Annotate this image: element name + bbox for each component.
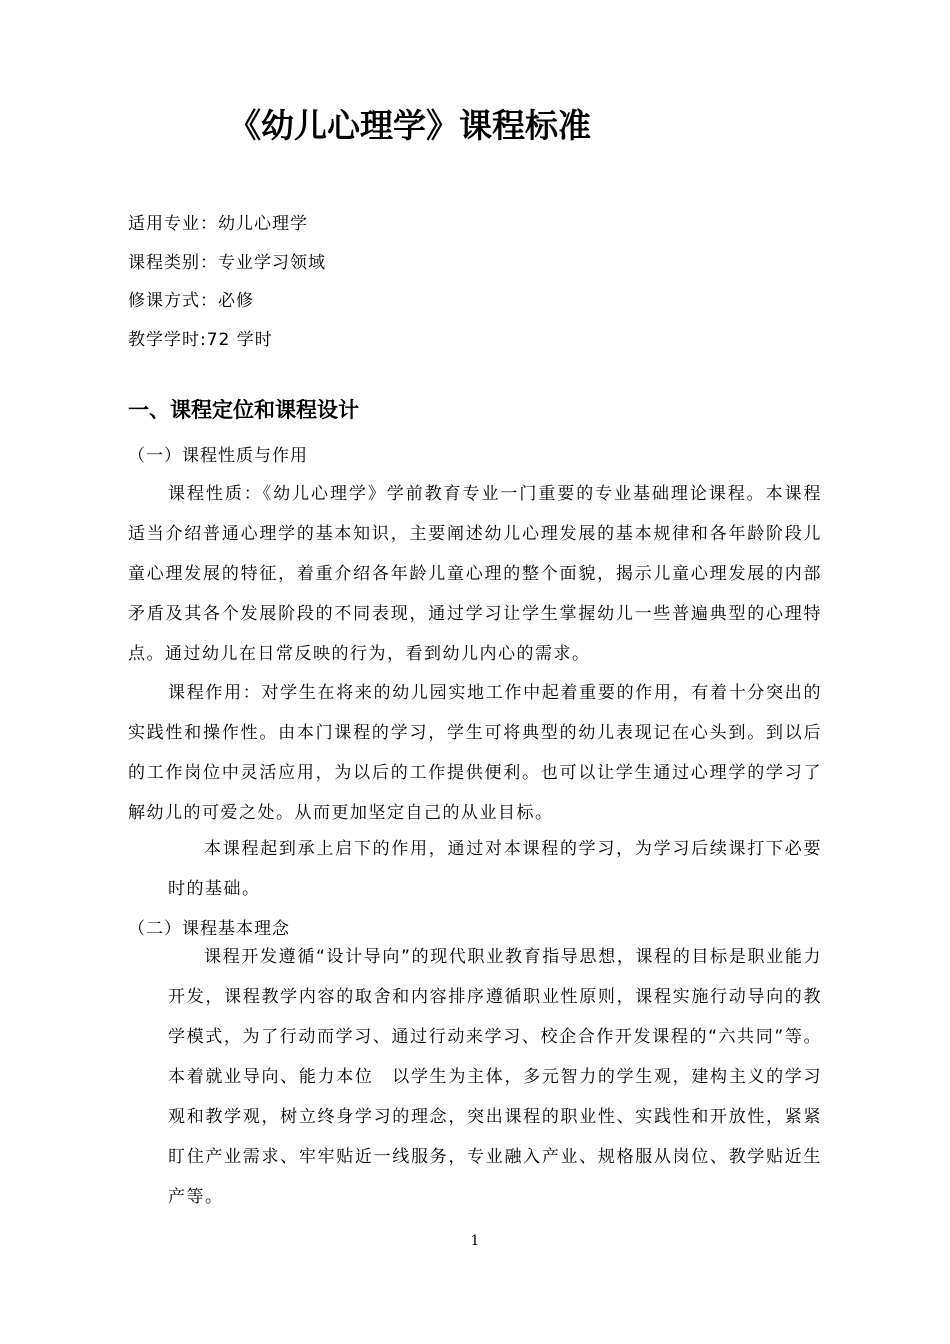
paragraph-course-role: 课程作用：对学生在将来的幼儿园实地工作中起着重要的作用，有着十分突出的实践性和操作性。由本门课程的学习，学生可将典型的幼儿表现记在心头到。到以后的工作岗位中灵活应用，为以后的工作提供便利。也可以让学生通过心理学的学习了解幼儿的可爱之处。从而更加坚定自己的从业目标。 [128, 683, 822, 823]
section-heading: 一、课程定位和课程设计 [128, 398, 359, 422]
paragraph-course-nature: 课程性质：《幼儿心理学》学前教育专业一门重要的专业基础理论课程。本课程适当介绍普通心理学的基本知识，主要阐述幼儿心理发展的基本规律和各年龄阶段儿童心理发展的特征，着重介绍各年龄儿童心理的整个面貌，揭示儿童心理发展的内部矛盾及其各个发展阶段的不同表现，通过学习让学生掌握幼儿一些普遍典型的心理特点。通过幼儿在日常反映的行为，看到幼儿内心的需求。 [128, 484, 822, 664]
paragraph-course-concept: 课程开发遵循“设计导向”的现代职业教育指导思想，课程的目标是职业能力开发，课程教学内容的取舍和内容排序遵循职业性原则，课程实施行动导向的教学模式，为了行动而学习、通过行动来学习、校企合作开发课程的“六共同”等。本着就业导向、能力本位 以学生为主体，多元智力的学生观，建构主义的学习观和教学观，树立终身学习的理念，突出课程的职业性、实践性和开放性，紧紧盯住产业需求、牢牢贴近一线服务，专业融入产业、规格服从岗位、教学贴近生产等。 [168, 947, 822, 1207]
meta-mode: 修课方式：必修 [128, 291, 254, 311]
course-meta [128, 208, 326, 362]
paragraph-course-bridge: 本课程起到承上启下的作用，通过对本课程的学习，为学习后续课打下必要时的基础。 [168, 839, 822, 899]
meta-hours: 教学学时:72 学时 [128, 329, 273, 350]
subsection-heading-nature: （一）课程性质与作用 [128, 446, 308, 466]
meta-major: 适用专业：幼儿心理学 [128, 214, 308, 234]
meta-category: 课程类别：专业学习领域 [128, 252, 326, 273]
document-title: 《幼儿心理学》课程标准 [228, 106, 591, 145]
subsection-heading-concept: （二）课程基本理念 [128, 919, 290, 939]
page-number: 1 [470, 1233, 480, 1249]
